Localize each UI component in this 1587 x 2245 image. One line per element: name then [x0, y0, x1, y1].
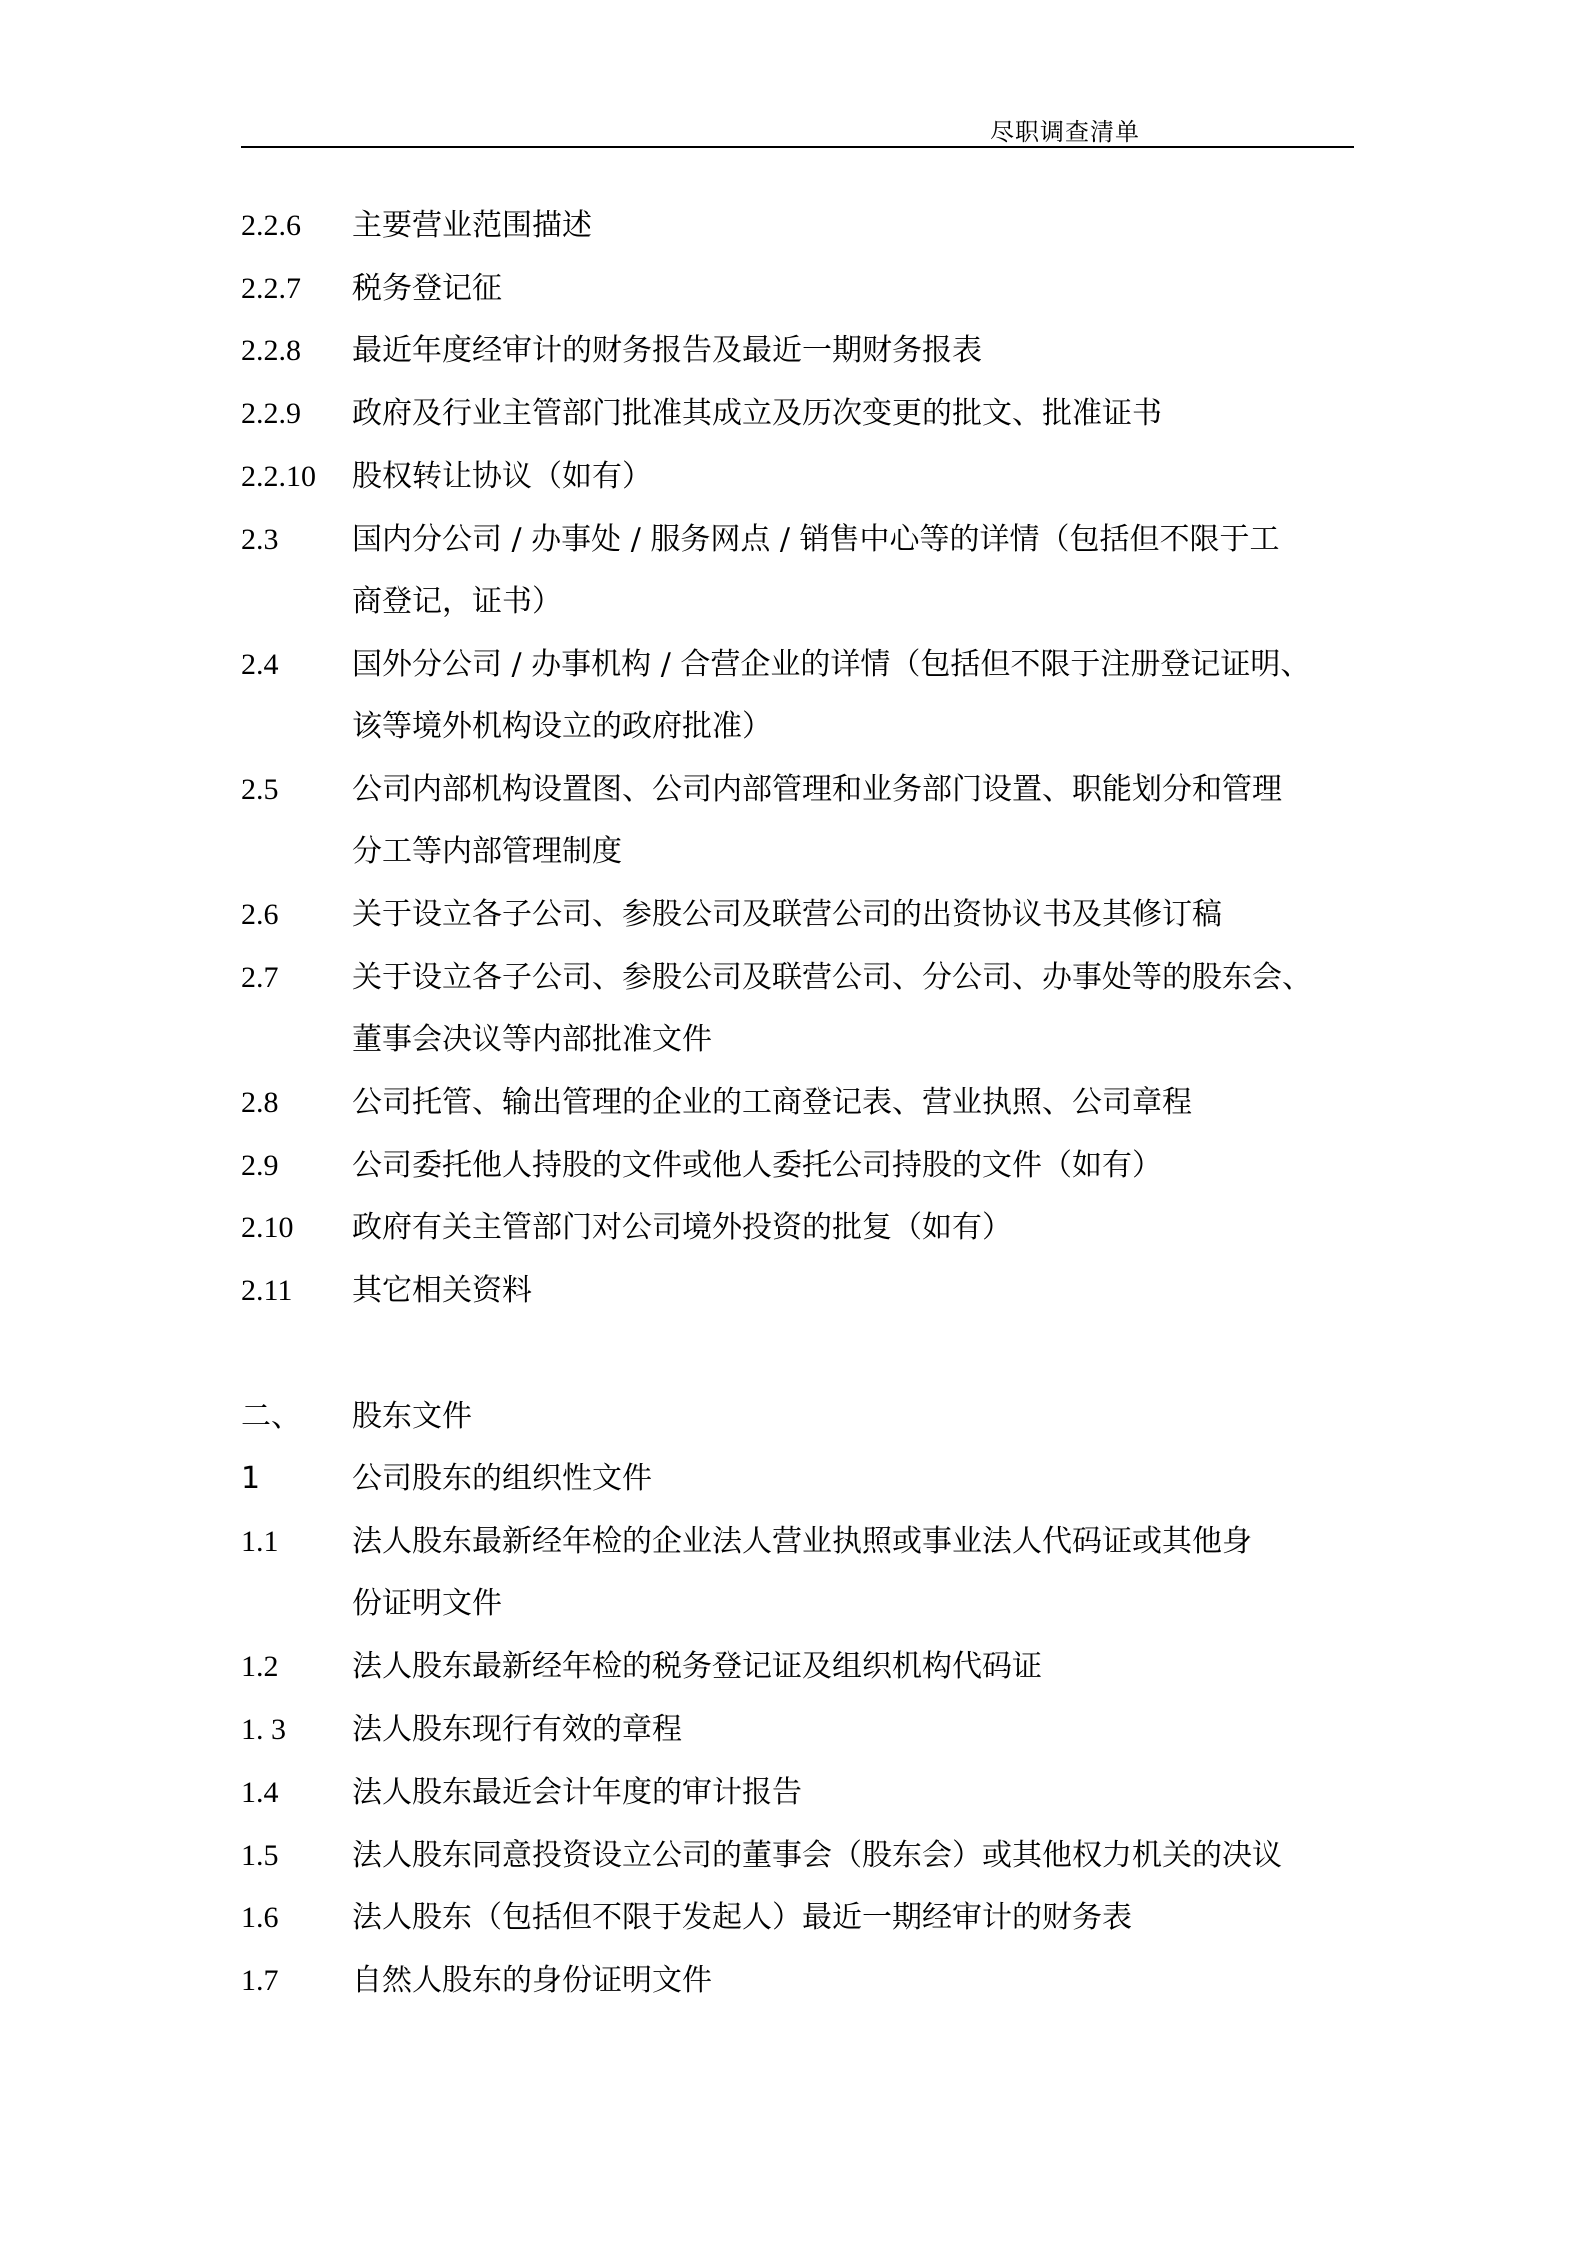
item-text-line: 关于设立各子公司、参股公司及联营公司、分公司、办事处等的股东会、 — [352, 960, 1312, 995]
item-number: 1.5 — [241, 1839, 279, 1872]
page-header-title: 尽职调查清单 — [990, 118, 1140, 146]
item-text-line: 份证明文件 — [352, 1586, 502, 1621]
header-rule — [241, 146, 1354, 148]
item-text — [352, 320, 1354, 382]
item-number: 1.6 — [241, 1901, 279, 1934]
item-text-line: 股权转让协议（如有） — [352, 459, 652, 494]
item-text-line: 法人股东最新经年检的税务登记证及组织机构代码证 — [352, 1649, 1042, 1684]
item-text — [352, 1386, 1354, 1448]
item-text — [352, 1887, 1354, 1949]
item-number: 2.2.7 — [241, 272, 301, 305]
item-text-line: 税务登记征 — [352, 271, 502, 306]
item-number: 2.2.9 — [241, 397, 301, 430]
item-text-line: 关于设立各子公司、参股公司及联营公司的出资协议书及其修订稿 — [352, 897, 1222, 932]
item-text-line: 公司股东的组织性文件 — [352, 1461, 652, 1496]
item-text — [352, 1699, 1354, 1761]
item-number: 二、 — [241, 1399, 301, 1434]
item-text — [352, 634, 1354, 758]
item-number: 2.3 — [241, 523, 279, 556]
item-text-line: 股东文件 — [352, 1399, 472, 1434]
item-number: 1.1 — [241, 1525, 279, 1558]
item-text — [352, 1260, 1354, 1322]
item-number: 2.2.10 — [241, 460, 316, 493]
item-text — [352, 1636, 1354, 1698]
item-text-line: 国外分公司 / 办事机构 / 合营企业的详情（包括但不限于注册登记证明、 — [352, 647, 1311, 682]
item-text-line: 自然人股东的身份证明文件 — [352, 1963, 712, 1998]
item-number: 2.10 — [241, 1211, 294, 1244]
item-text-line: 分工等内部管理制度 — [352, 834, 622, 869]
item-text — [352, 759, 1354, 883]
item-text-line: 其它相关资料 — [352, 1273, 532, 1308]
item-text-line: 法人股东现行有效的章程 — [352, 1712, 682, 1747]
item-text — [352, 1197, 1354, 1259]
item-number: 1.7 — [241, 1964, 279, 1997]
item-text-line: 法人股东（包括但不限于发起人）最近一期经审计的财务表 — [352, 1900, 1132, 1935]
item-text — [352, 195, 1354, 257]
item-text — [352, 509, 1354, 633]
item-number: 2.2.6 — [241, 209, 301, 242]
item-number: 2.5 — [241, 773, 279, 806]
item-text-line: 法人股东最近会计年度的审计报告 — [352, 1775, 802, 1810]
item-number: 2.9 — [241, 1149, 279, 1182]
item-text — [352, 1511, 1354, 1635]
item-text — [352, 1072, 1354, 1134]
item-text-line: 公司内部机构设置图、公司内部管理和业务部门设置、职能划分和管理 — [352, 772, 1282, 807]
item-text — [352, 383, 1354, 445]
item-text — [352, 947, 1354, 1071]
item-text-line: 主要营业范围描述 — [352, 208, 592, 243]
item-text-line: 最近年度经审计的财务报告及最近一期财务报表 — [352, 333, 982, 368]
item-number: 2.6 — [241, 898, 279, 931]
item-text — [352, 1448, 1354, 1510]
item-text — [352, 258, 1354, 320]
item-text — [352, 884, 1354, 946]
item-number: 2.7 — [241, 961, 279, 994]
item-number: 1.4 — [241, 1776, 279, 1809]
item-number: 2.8 — [241, 1086, 279, 1119]
item-text-line: 该等境外机构设立的政府批准） — [352, 709, 772, 744]
item-text — [352, 1762, 1354, 1824]
item-number: 2.4 — [241, 648, 279, 681]
item-number: 1 — [241, 1461, 261, 1496]
item-number: 2.2.8 — [241, 334, 301, 367]
item-text-line: 董事会决议等内部批准文件 — [352, 1022, 712, 1057]
item-text — [352, 1135, 1354, 1197]
item-number: 2.11 — [241, 1274, 293, 1307]
item-number: 1.2 — [241, 1650, 279, 1683]
item-number: 1. 3 — [241, 1713, 286, 1746]
item-text-line: 法人股东同意投资设立公司的董事会（股东会）或其他权力机关的决议 — [352, 1838, 1282, 1873]
item-text-line: 商登记，证书） — [352, 584, 562, 619]
item-text — [352, 446, 1354, 508]
item-text-line: 公司委托他人持股的文件或他人委托公司持股的文件（如有） — [352, 1148, 1162, 1183]
item-text — [352, 1950, 1354, 2012]
item-text — [352, 1825, 1354, 1887]
item-text-line: 国内分公司 / 办事处 / 服务网点 / 销售中心等的详情（包括但不限于工 — [352, 522, 1280, 557]
item-text-line: 政府有关主管部门对公司境外投资的批复（如有） — [352, 1210, 1012, 1245]
item-text-line: 政府及行业主管部门批准其成立及历次变更的批文、批准证书 — [352, 396, 1162, 431]
item-text-line: 公司托管、输出管理的企业的工商登记表、营业执照、公司章程 — [352, 1085, 1192, 1120]
item-text-line: 法人股东最新经年检的企业法人营业执照或事业法人代码证或其他身 — [352, 1524, 1252, 1559]
